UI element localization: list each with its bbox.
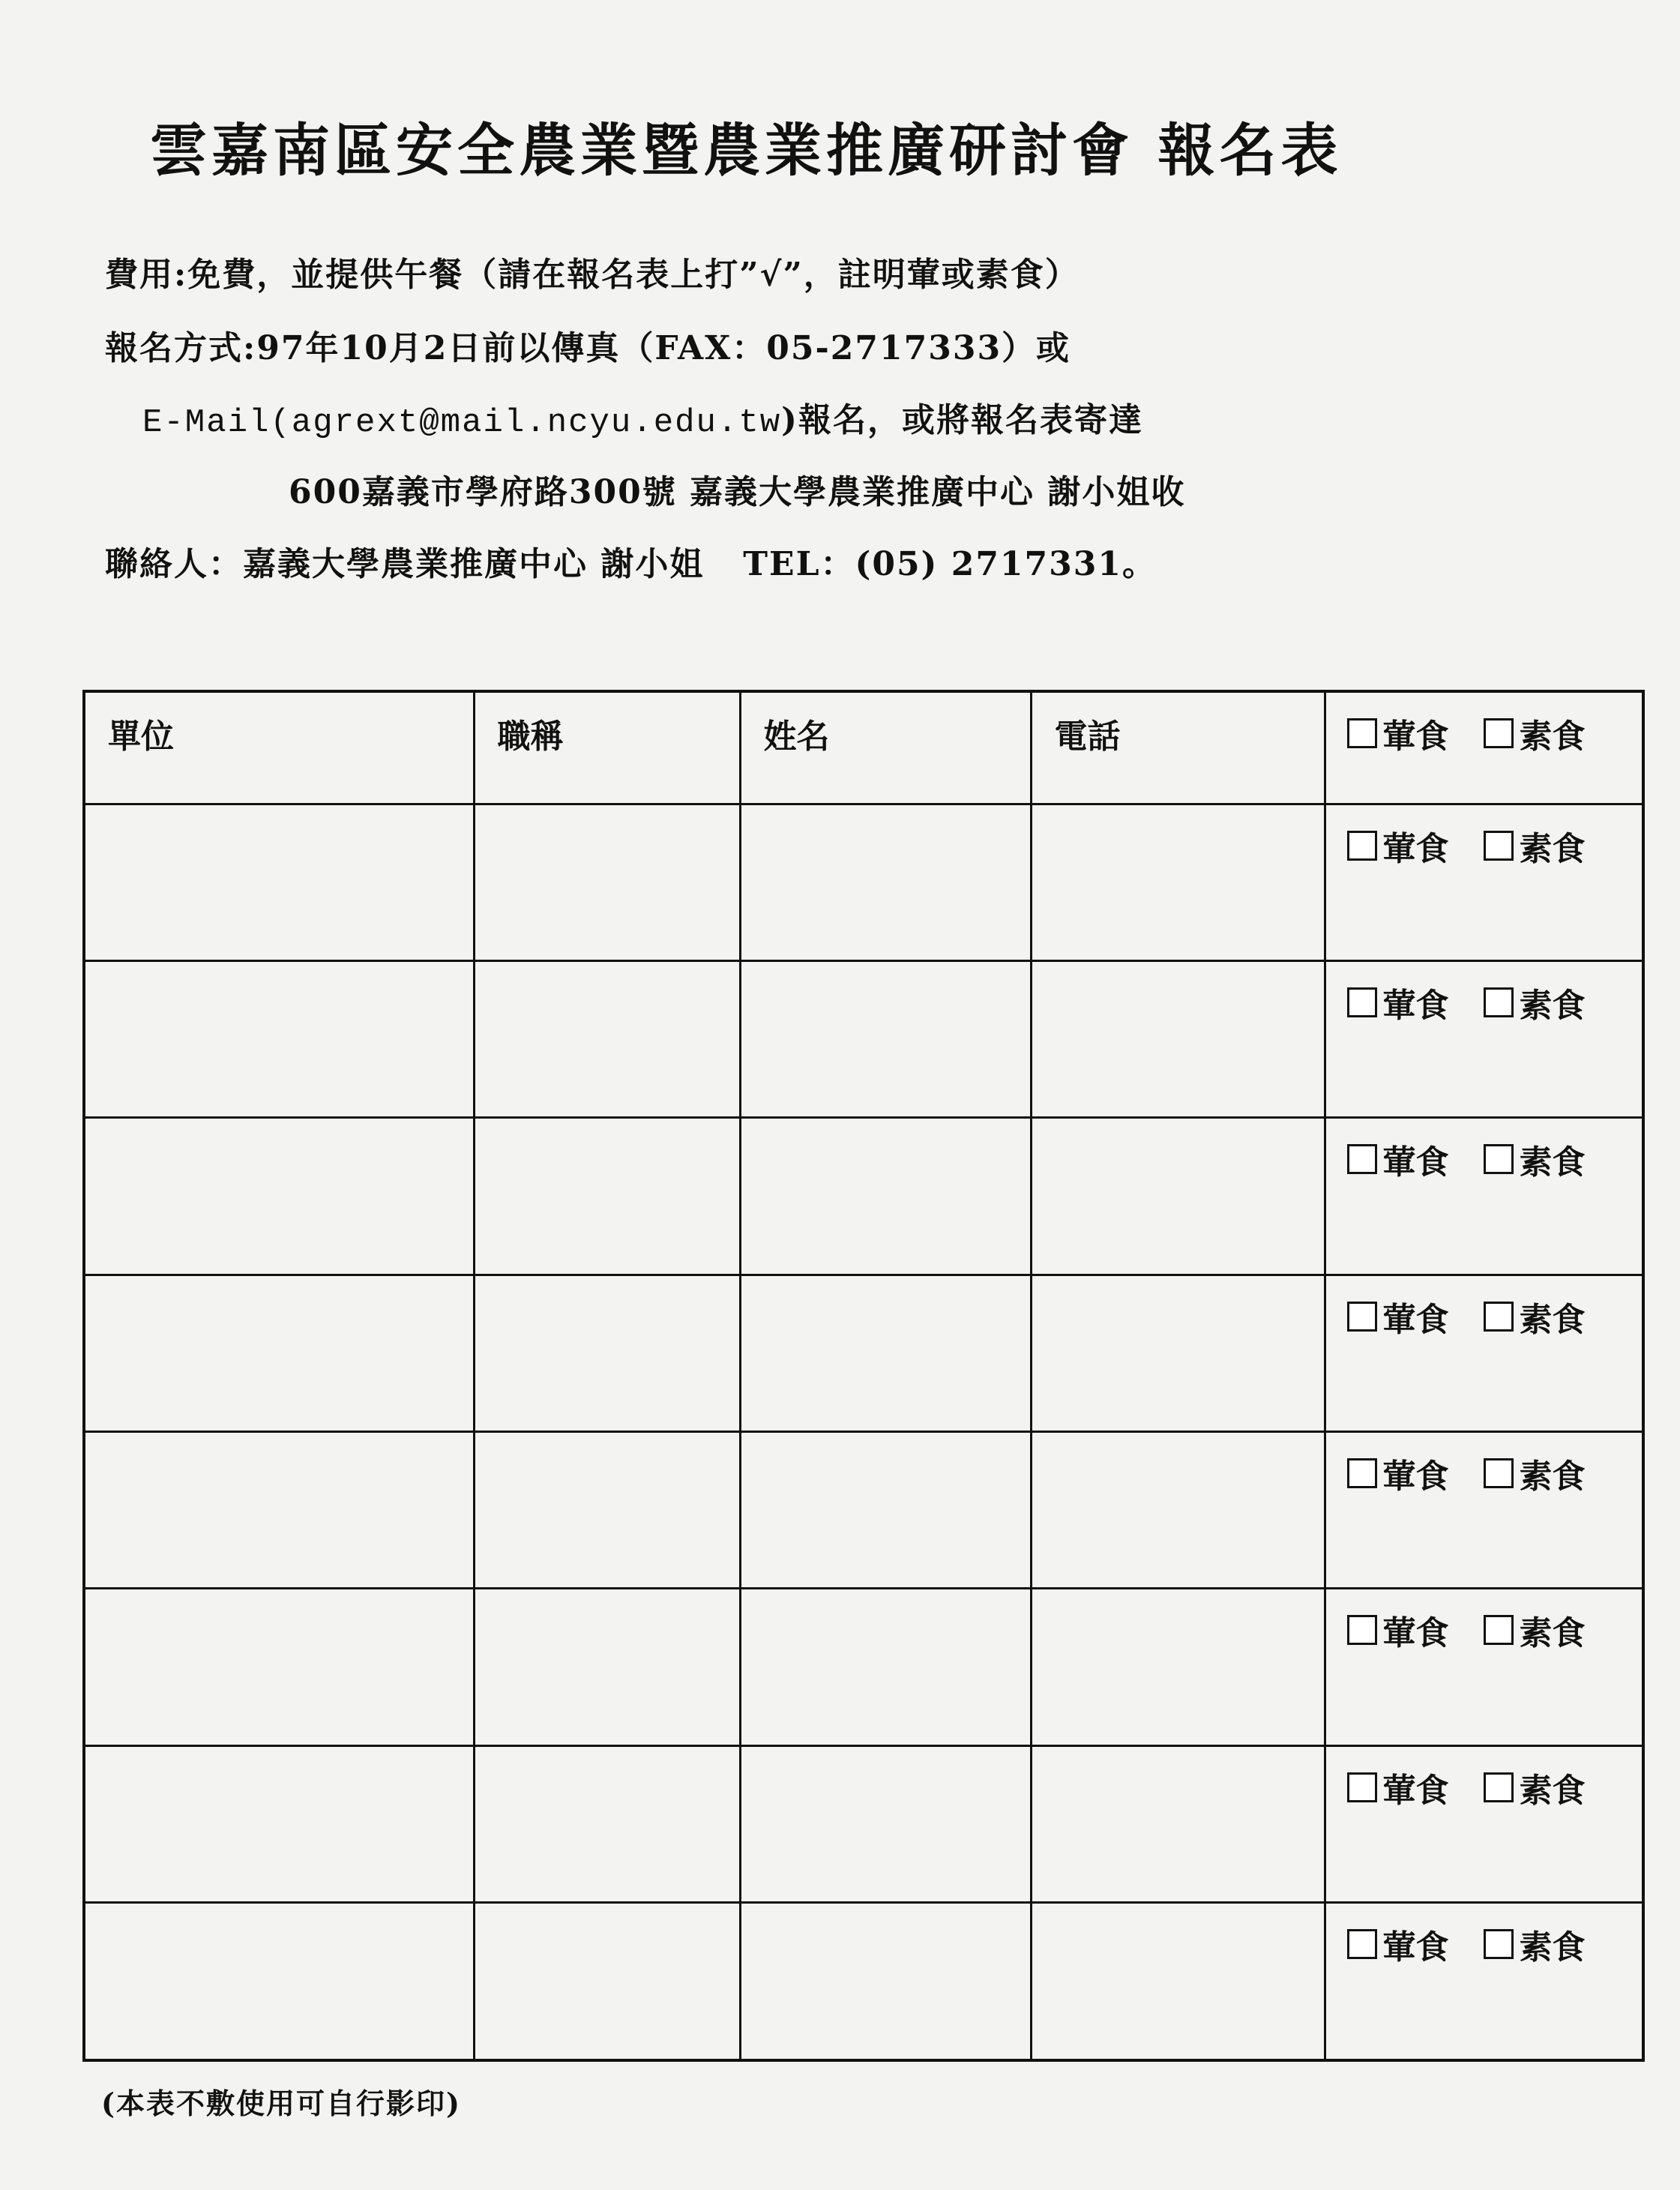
meal-choice [1326,1433,1643,1497]
veg-label: 素食 [1519,718,1586,756]
table-row [84,804,1643,960]
phone-field[interactable] [1031,960,1325,1117]
phone-field[interactable] [1031,1589,1325,1745]
unit-field[interactable] [84,1902,474,2060]
phone-field[interactable] [1031,1275,1325,1431]
veg-label: 素食 [1519,1928,1586,1967]
meat-label: 葷食 [1382,1771,1449,1810]
contact-line [105,537,1157,585]
table-row [84,960,1643,1117]
meat-checkbox[interactable] [1347,1302,1377,1332]
registration-table [82,690,1645,2062]
veg-checkbox[interactable] [1484,1929,1514,1959]
title-field[interactable] [474,1745,740,1902]
table-row [84,1589,1643,1745]
meat-checkbox[interactable] [1347,1772,1377,1802]
header-phone: 電話 [1031,691,1325,804]
meat-checkbox[interactable] [1347,718,1377,748]
unit-field[interactable] [84,1431,474,1588]
meat-label: 葷食 [1382,829,1449,868]
meal-choice-cell [1325,1589,1643,1745]
meat-checkbox[interactable] [1347,1458,1377,1488]
table-row [84,1275,1643,1431]
meal-choice-cell [1325,1275,1643,1431]
email-address: agrext@mail.ncyu.edu.tw [291,404,782,442]
meal-choice-cell [1325,1118,1643,1275]
meal-choice [1326,1747,1643,1811]
table-header-row [84,691,1643,804]
veg-checkbox[interactable] [1484,1615,1514,1645]
veg-label: 素食 [1519,1614,1586,1653]
meal-choice-cell [1325,1745,1643,1902]
meat-checkbox[interactable] [1347,1929,1377,1959]
phone-field[interactable] [1031,804,1325,960]
contact-person: 聯絡人：嘉義大學農業推廣中心 謝小姐 [105,545,705,583]
registration-method-line [105,321,1071,369]
meal-choice-cell [1325,960,1643,1117]
meal-choice-cell [1325,804,1643,960]
table-row [84,1902,1643,2060]
phone-field[interactable] [1031,1745,1325,1902]
meal-choice [1326,1904,1643,1968]
header-name: 姓名 [740,691,1031,804]
meat-label: 葷食 [1382,986,1449,1025]
meat-label: 葷食 [1382,1614,1449,1653]
meal-choice [1326,1589,1643,1654]
meal-choice-cell [1325,1902,1643,2060]
method-prefix: 報名方式: [105,329,257,367]
title-field[interactable] [474,960,740,1117]
table-row [84,1745,1643,1902]
meal-choice [1326,693,1643,757]
phone-field[interactable] [1031,1118,1325,1275]
veg-label: 素食 [1519,1771,1586,1810]
name-field[interactable] [740,1275,1031,1431]
veg-checkbox[interactable] [1484,1144,1514,1174]
veg-label: 素食 [1519,1300,1586,1339]
footnote: (本表不敷使用可自行影印) [101,2087,461,2120]
meat-label: 葷食 [1382,718,1449,756]
meat-label: 葷食 [1382,1300,1449,1339]
method-details: 97年10月2日前以傳真（FAX：05-2717333）或 [256,329,1071,367]
name-field[interactable] [740,960,1031,1117]
title-field[interactable] [474,1902,740,2060]
veg-label: 素食 [1519,829,1586,868]
meal-choice-cell [1325,691,1643,804]
unit-field[interactable] [84,1275,474,1431]
veg-label: 素食 [1519,1457,1586,1496]
email-prefix: E-Mail( [142,404,292,442]
name-field[interactable] [740,1902,1031,2060]
veg-label: 素食 [1519,1143,1586,1182]
unit-field[interactable] [84,804,474,960]
meat-checkbox[interactable] [1347,987,1377,1017]
meat-label: 葷食 [1382,1928,1449,1967]
title-field[interactable] [474,1431,740,1588]
meat-label: 葷食 [1382,1143,1449,1182]
name-field[interactable] [740,1589,1031,1745]
mailing-address-line: 600嘉義市學府路300號 嘉義大學農業推廣中心 謝小姐收 [289,473,1186,511]
title-field[interactable] [474,1118,740,1275]
veg-label: 素食 [1519,986,1586,1025]
meal-choice [1326,962,1643,1026]
name-field[interactable] [740,1118,1031,1275]
email-line [142,393,1143,442]
name-field[interactable] [740,1745,1031,1902]
veg-checkbox[interactable] [1484,718,1514,748]
meal-choice [1326,1119,1643,1183]
unit-field[interactable] [84,1589,474,1745]
meat-checkbox[interactable] [1347,1144,1377,1174]
form-title: 雲嘉南區安全農業暨農業推廣研討會 報名表 [150,117,1343,184]
table-row [84,1431,1643,1588]
meal-choice [1326,1276,1643,1341]
meal-choice [1326,805,1643,870]
meat-checkbox[interactable] [1347,831,1377,861]
veg-checkbox[interactable] [1484,831,1514,861]
fee-line: 費用:免費，並提供午餐（請在報名表上打”√”，註明葷或素食） [105,256,1080,294]
name-field[interactable] [740,1431,1031,1588]
table-row [84,1118,1643,1275]
phone-field[interactable] [1031,1902,1325,2060]
title-field[interactable] [474,1275,740,1431]
meal-choice-cell [1325,1431,1643,1588]
unit-field[interactable] [84,1118,474,1275]
unit-field[interactable] [84,960,474,1117]
header-title: 職稱 [474,691,740,804]
meat-label: 葷食 [1382,1457,1449,1496]
email-suffix: )報名，或將報名表寄達 [781,401,1143,439]
contact-tel: TEL：(05) 2717331。 [743,545,1157,583]
meat-checkbox[interactable] [1347,1615,1377,1645]
veg-checkbox[interactable] [1484,1302,1514,1332]
title-field[interactable] [474,1589,740,1745]
phone-field[interactable] [1031,1431,1325,1588]
name-field[interactable] [740,804,1031,960]
title-field[interactable] [474,804,740,960]
veg-checkbox[interactable] [1484,1458,1514,1488]
header-unit: 單位 [84,691,474,804]
veg-checkbox[interactable] [1484,987,1514,1017]
veg-checkbox[interactable] [1484,1772,1514,1802]
unit-field[interactable] [84,1745,474,1902]
